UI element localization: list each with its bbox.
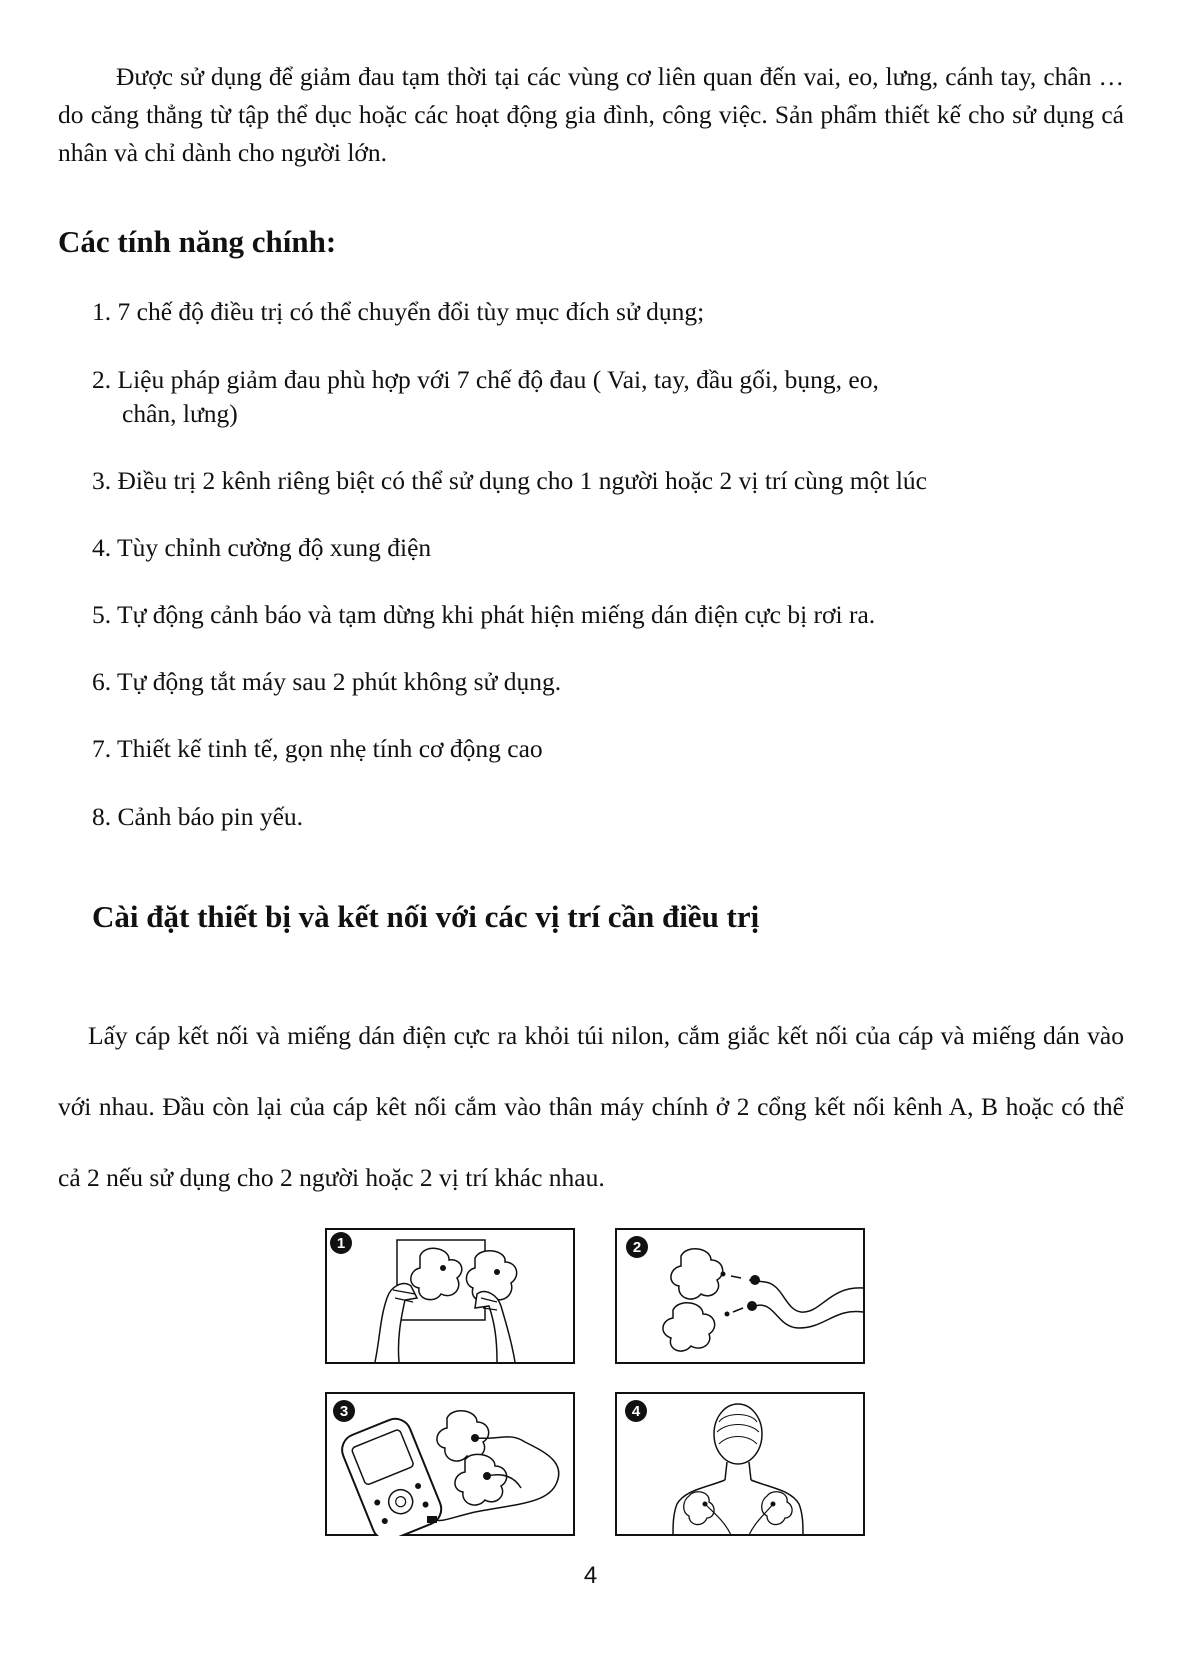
intro-text: Được sử dụng để giảm đau tạm thời tại các vùng cơ liên quan đến vai, eo, lưng, cánh tay, chân … do căng thẳng từ tập thể dục hoặc các hoạt động gia đình, công việc. Sản phẩm thiết kế cho sử dụng cá nhân và chỉ dành cho người lớn. (58, 62, 1124, 167)
plug-cable-into-device-icon (325, 1392, 575, 1536)
features-heading: Các tính năng chính: (58, 224, 337, 259)
feature-item-8: 8. Cảnh báo pin yếu. (92, 802, 304, 831)
connect-cable-to-pads-icon (615, 1228, 865, 1364)
step-2-number: 2 (632, 1239, 642, 1256)
intro-paragraph (58, 58, 1124, 172)
step-1-figure (325, 1228, 575, 1364)
step-3-number: 3 (339, 1403, 349, 1420)
feature-item-4: 4. Tùy chỉnh cường độ xung điện (92, 533, 432, 562)
step-4-figure (615, 1392, 865, 1536)
feature-item-6: 6. Tự động tắt máy sau 2 phút không sử dụng. (92, 667, 562, 696)
feature-item-1: 1. 7 chế độ điều trị có thể chuyển đổi tùy mục đích sử dụng; (92, 297, 705, 326)
step-2-figure (615, 1228, 865, 1364)
setup-heading: Cài đặt thiết bị và kết nối với các vị trí cần điều trị (92, 899, 760, 934)
step-1-number: 1 (336, 1235, 346, 1252)
apply-pads-to-shoulders-icon (615, 1392, 865, 1536)
setup-text: Lấy cáp kết nối và miếng dán điện cực ra khỏi túi nilon, cắm giắc kết nối của cáp và miếng dán vào với nhau. Đầu còn lại của cáp kêt nối cắm vào thân máy chính ở 2 cổng kết nối kênh A, B hoặc có thể cả 2 nếu sử dụng cho 2 người hoặc 2 vị trí khác nhau. (58, 1021, 1124, 1192)
feature-item-2: 2. Liệu pháp giảm đau phù hợp với 7 chế độ đau ( Vai, tay, đầu gối, bụng, eo, chân, lưng) (92, 365, 879, 428)
step-3-figure (325, 1392, 575, 1536)
feature-item-5: 5. Tự động cảnh báo và tạm dừng khi phát hiện miếng dán điện cực bị rơi ra. (92, 600, 876, 629)
page-number: 4 (583, 1562, 598, 1589)
step-4-number: 4 (631, 1403, 641, 1420)
feature-item-3: 3. Điều trị 2 kênh riêng biệt có thể sử dụng cho 1 người hoặc 2 vị trí cùng một lúc (92, 466, 928, 495)
feature-item-7: 7. Thiết kế tinh tế, gọn nhẹ tính cơ động cao (92, 734, 543, 763)
peel-electrode-pads-icon (325, 1228, 575, 1364)
setup-paragraph (58, 1000, 1124, 1213)
